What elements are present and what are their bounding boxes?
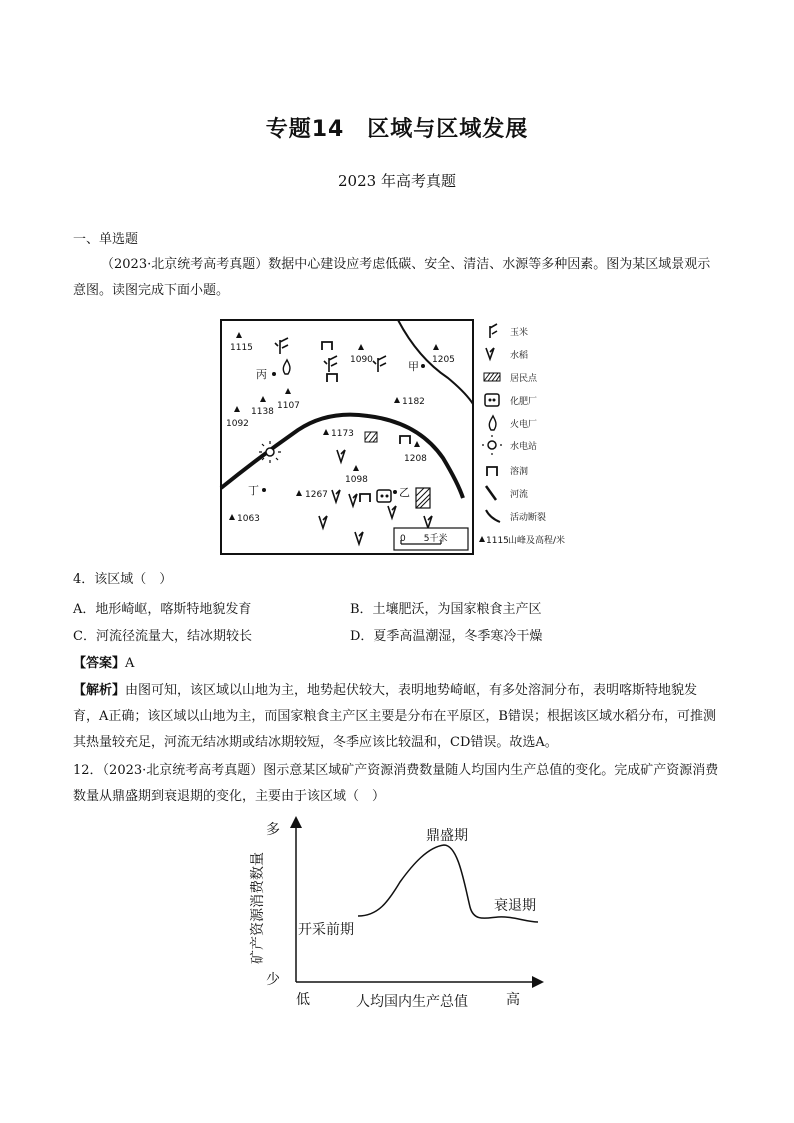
peak-label: 1107 (277, 401, 300, 411)
legend-thermal-power (489, 416, 537, 430)
svg-text:火电厂: 火电厂 (510, 420, 538, 430)
x-axis-low-label: 低 (296, 992, 310, 1008)
place-label-ding: 丁 (248, 484, 259, 497)
section-heading: 一、单选题 (73, 232, 139, 247)
svg-text:水稻: 水稻 (510, 351, 529, 361)
place-label-yi: 乙 (399, 486, 410, 499)
question-4-option-b: B．土壤肥沃，为国家粮食主产区 (350, 602, 542, 617)
svg-text:山峰及高程/米: 山峰及高程/米 (508, 536, 566, 546)
analysis-text: 由图可知，该区域以山地为主，地势起伏较大，表明地势崎岖，有多处溶洞分布，表明喀斯特地貌发育，A正确；该区域以山地为主，而国家粮食主产区主要是分布在平原区，B错误；根据该区域水稻分布，可推测其热量较充足，河流无结冰期或结冰期较短，冬季应该比较温和，CD错误。故选A。 (73, 683, 716, 750)
peak-label: 1092 (226, 419, 249, 429)
region-map-figure (218, 318, 588, 558)
x-axis-high-label: 高 (506, 992, 520, 1008)
stage-label-decline: 衰退期 (494, 898, 536, 914)
svg-text:化肥厂: 化肥厂 (510, 397, 538, 407)
peak-label: 1205 (432, 355, 455, 365)
mineral-consumption-figure (248, 812, 548, 1020)
stage-label-peak: 鼎盛期 (426, 828, 468, 844)
y-axis-title: 矿产资源消费数量 (250, 852, 266, 964)
analysis-label: 【解析】 (73, 683, 126, 698)
stage-label-pre-mining: 开采前期 (298, 922, 354, 938)
legend-rice (486, 348, 528, 361)
peak-label: 1182 (402, 397, 425, 407)
legend-hydropower (482, 435, 537, 455)
place-label-jia: 甲 (408, 360, 419, 373)
peak-label: 1098 (345, 475, 368, 485)
question-4-stem: 4．该区域（ ） (73, 572, 173, 587)
peak-label: 1173 (331, 429, 354, 439)
legend-settlement (484, 372, 538, 384)
peak-label: 1138 (251, 407, 274, 417)
svg-text:活动断裂: 活动断裂 (510, 513, 547, 523)
y-axis-low-label: 少 (266, 972, 280, 988)
question-4-option-c: C．河流径流量大，结冰期较长 (73, 629, 252, 644)
x-axis-title: 人均国内生产总值 (356, 994, 468, 1010)
svg-text:水电站: 水电站 (510, 442, 538, 452)
answer-value: A (125, 656, 135, 671)
place-label-bing: 丙 (256, 368, 267, 381)
question-12-stem: 12．（2023·北京统考高考真题）图示意某区域矿产资源消费数量随人均国内生产总值的变化。完成矿产资源消费数量从鼎盛期到衰退期的变化，主要由于该区域（ ） (73, 763, 719, 804)
answer-line (73, 651, 723, 677)
peak-label: 1208 (404, 454, 427, 464)
page-subtitle: 2023 年高考真题 (338, 172, 456, 190)
legend-river (486, 486, 528, 500)
legend-fertilizer-factory (485, 394, 537, 407)
svg-text:溶洞: 溶洞 (510, 467, 529, 477)
page-title: 专题14 区域与区域发展 (265, 117, 529, 142)
answer-label: 【答案】 (73, 656, 126, 671)
legend-corn (490, 324, 528, 338)
legend-cave (487, 465, 528, 477)
analysis-block (73, 678, 723, 756)
fertilizer-factory-icon (377, 490, 391, 502)
y-axis-high-label: 多 (266, 822, 280, 838)
peak-label: 1267 (305, 490, 328, 500)
mineral-consumption-graph (248, 812, 548, 1020)
scale-bar-label: 0 5千米 (400, 534, 448, 544)
peak-label: 1090 (350, 355, 373, 365)
legend-peak (479, 534, 565, 546)
svg-text:居民点: 居民点 (510, 374, 538, 384)
question-4-option-d: D．夏季高温潮湿，冬季寒冷干燥 (350, 629, 543, 644)
svg-text:1115: 1115 (486, 536, 509, 546)
svg-text:河流: 河流 (510, 490, 529, 500)
peak-label: 1115 (230, 343, 253, 353)
legend-active-fault (486, 510, 546, 523)
svg-text:玉米: 玉米 (510, 328, 529, 338)
region-map (218, 318, 588, 558)
question-4-option-a: A．地形崎岖，喀斯特地貌发育 (73, 602, 252, 617)
question-intro: （2023·北京统考高考真题）数据中心建设应考虑低碳、安全、清洁、水源等多种因素。图为某区域景观示意图。读图完成下面小题。 (73, 257, 711, 298)
peak-label: 1063 (237, 514, 260, 524)
